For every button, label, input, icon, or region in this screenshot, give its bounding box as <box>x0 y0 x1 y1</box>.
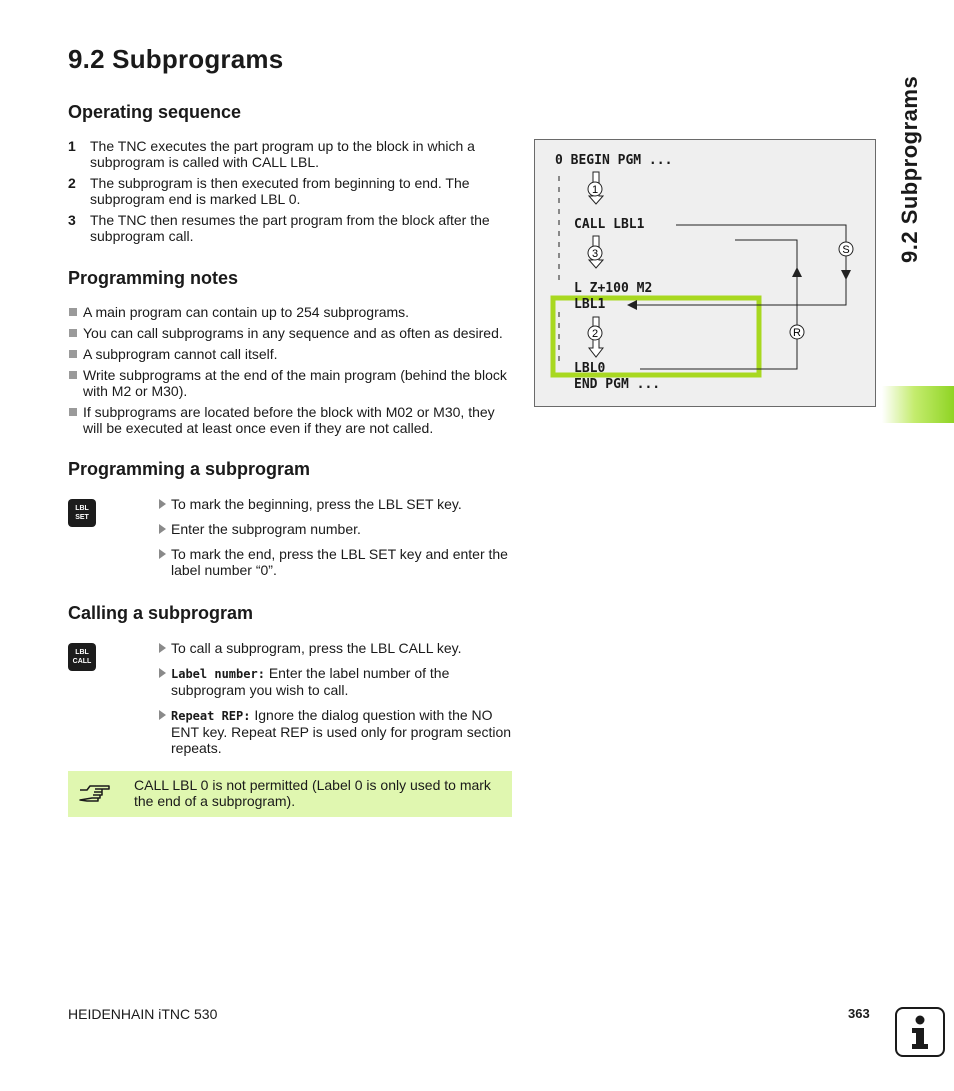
step-item <box>159 496 514 512</box>
step-item <box>159 707 514 756</box>
step-item <box>159 521 514 537</box>
marker-r <box>789 324 805 340</box>
step-marker-1 <box>587 181 603 197</box>
programming-notes-list <box>68 304 513 441</box>
svg-text:2: 2 <box>591 328 599 340</box>
list-item <box>68 304 513 320</box>
item-text: A subprogram cannot call itself. <box>83 346 278 362</box>
arrow-right-icon <box>159 524 166 534</box>
pointing-hand-icon <box>78 781 112 807</box>
dialog-code: Label number: <box>171 667 265 681</box>
lbl-set-key-icon <box>68 499 96 527</box>
note-box <box>68 771 512 817</box>
bullet-square-icon <box>69 329 77 337</box>
footer-product: HEIDENHAIN iTNC 530 <box>68 1006 218 1022</box>
arrow-right-icon <box>159 710 166 720</box>
svg-text:R: R <box>793 327 801 339</box>
list-item <box>68 138 513 170</box>
list-item <box>68 367 513 399</box>
operating-sequence-list <box>68 138 513 249</box>
bullet-square-icon <box>69 371 77 379</box>
code-line-begin-pgm: 0 BEGIN PGM ... <box>555 153 673 168</box>
code-line-lbl0: LBL0 <box>574 361 606 376</box>
dialog-code: Repeat REP: <box>171 709 251 723</box>
svg-text:3: 3 <box>591 248 599 260</box>
info-glyph-icon <box>897 1009 943 1055</box>
bullet-square-icon <box>69 308 77 316</box>
code-line-end-pgm: END PGM ... <box>574 377 661 392</box>
svg-text:1: 1 <box>591 184 599 196</box>
item-text: You can call subprograms in any sequence and as often as desired. <box>83 325 503 341</box>
step-text: Enter the subprogram number. <box>171 521 361 537</box>
list-item <box>68 212 513 244</box>
code-line-l-z100-m2: L Z+100 M2 <box>574 281 653 296</box>
item-text: The TNC then resumes the part program from the block after the subprogram call. <box>90 212 490 244</box>
key-label-line2: CALL <box>72 658 92 665</box>
lbl-call-key-icon <box>68 643 96 671</box>
step-item <box>159 640 514 656</box>
bullet-square-icon <box>69 350 77 358</box>
arrow-right-icon <box>159 499 166 509</box>
step-item <box>159 546 514 578</box>
call-path-line <box>635 225 846 305</box>
arrow-up-solid-icon <box>792 267 802 277</box>
key-label-line1: LBL <box>75 505 89 512</box>
side-chapter-title-text: 9.2 Subprograms <box>897 75 922 263</box>
calling-steps <box>159 640 514 765</box>
arrow-left-solid-icon <box>627 300 637 310</box>
arrow-right-icon <box>159 668 166 678</box>
step-description: Enter the label number of the subprogram you wish to call. <box>171 665 450 698</box>
code-line-lbl1: LBL1 <box>574 297 606 312</box>
svg-text:S: S <box>842 244 850 256</box>
info-icon <box>895 1007 945 1057</box>
step-text <box>171 665 514 698</box>
list-item <box>68 346 513 362</box>
item-text: Write subprograms at the end of the main program (behind the block with M2 or M30). <box>83 367 507 399</box>
item-text: The subprogram is then executed from beginning to end. The subprogram end is marked LBL 0. <box>90 175 470 207</box>
step-text: To call a subprogram, press the LBL CALL key. <box>171 640 462 656</box>
item-text: The TNC executes the part program up to the block in which a subprogram is called with CALL LBL. <box>90 138 475 170</box>
item-number: 1 <box>68 138 76 154</box>
calling-subprogram-heading: Calling a subprogram <box>68 603 254 623</box>
item-number: 3 <box>68 212 76 228</box>
chapter-tab <box>882 386 954 423</box>
marker-s <box>838 241 854 257</box>
step-item <box>159 665 514 698</box>
arrow-right-icon <box>159 549 166 559</box>
list-item <box>68 175 513 207</box>
programming-steps <box>159 496 514 587</box>
programming-notes-heading: Programming notes <box>68 268 239 288</box>
page-number: 363 <box>848 1006 870 1021</box>
item-number: 2 <box>68 175 76 191</box>
operating-sequence-heading: Operating sequence <box>68 102 242 122</box>
step-text: To mark the end, press the LBL SET key and enter the label number “0”. <box>171 546 508 578</box>
list-item <box>68 404 513 436</box>
code-line-call-lbl1: CALL LBL1 <box>574 217 645 232</box>
step-description: Ignore the dialog question with the NO ENT key. Repeat REP is used only for program section repeats. <box>171 707 512 756</box>
programming-subprogram-heading: Programming a subprogram <box>68 459 311 479</box>
item-text: A main program can contain up to 254 subprograms. <box>83 304 410 320</box>
arrow-right-icon <box>159 643 166 653</box>
step-text <box>171 707 514 756</box>
step-text: To mark the beginning, press the LBL SET key. <box>171 496 462 512</box>
bullet-square-icon <box>69 408 77 416</box>
subprogram-flow-diagram <box>534 139 876 407</box>
item-text: If subprograms are located before the block with M02 or M30, they will be executed at least once even if they are not called. <box>83 404 495 436</box>
step-marker-2 <box>587 325 603 341</box>
note-text: CALL LBL 0 is not permitted (Label 0 is only used to mark the end of a subprogram). <box>134 777 491 809</box>
key-label-line1: LBL <box>75 649 89 656</box>
list-item <box>68 325 513 341</box>
arrow-down-solid-icon <box>841 270 851 280</box>
step-marker-3 <box>587 245 603 261</box>
page-title: 9.2 Subprograms <box>68 44 284 74</box>
key-label-line2: SET <box>75 514 89 521</box>
